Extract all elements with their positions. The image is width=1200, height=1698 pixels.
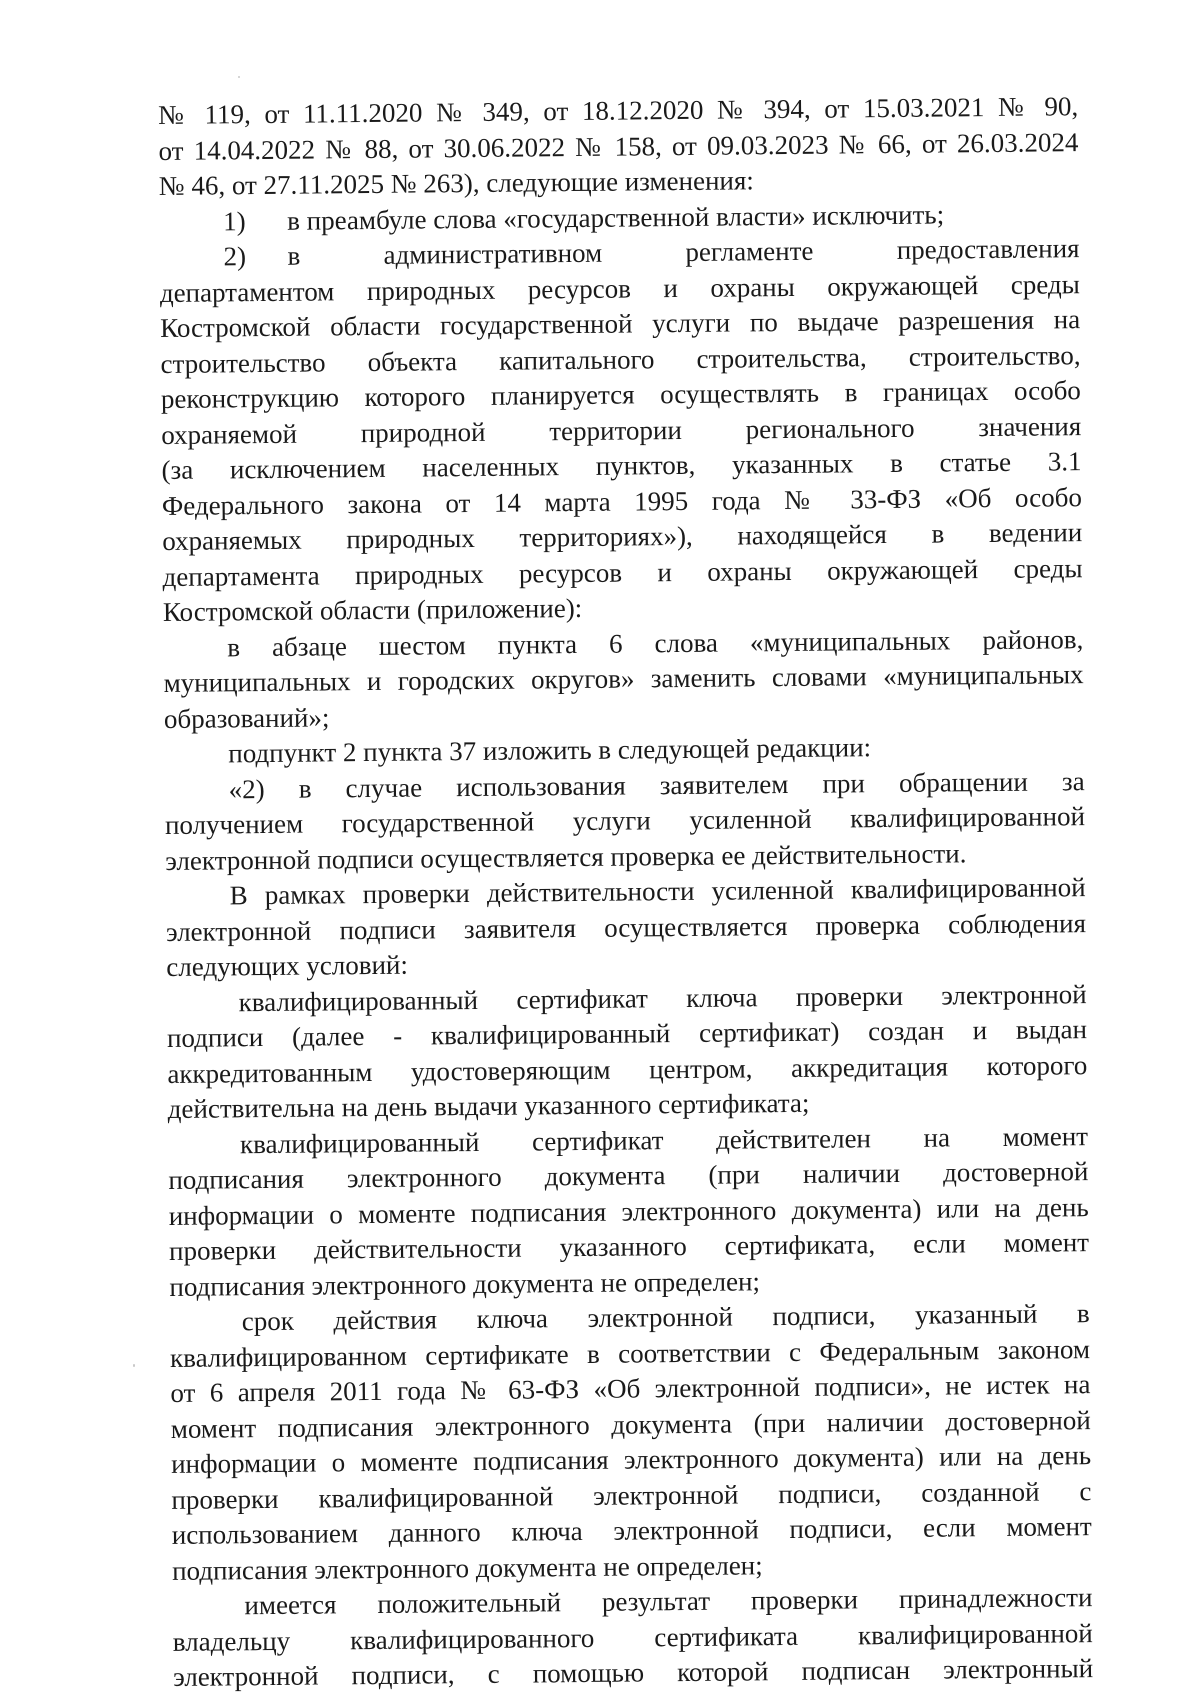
scan-speck [238, 76, 240, 78]
text-line: информации о моменте подписания электронного документа) или на день [170, 1440, 1092, 1479]
text-line: Федерального закона от 14 марта 1995 года № 33-ФЗ «Об особо [161, 481, 1083, 521]
text-line: момент подписания электронного документа (при наличии достоверной [170, 1404, 1091, 1444]
text-line: Костромской области (приложение): [162, 592, 583, 627]
text-line: имеется положительный результат проверки принадлежности [244, 1582, 1093, 1621]
text-line: № 46, от 27.11.2025 № 263), следующие изменения: [158, 165, 754, 201]
text-line: подписания электронного документа не определен; [169, 1265, 761, 1302]
list-number: 2) [223, 241, 247, 272]
text-line: муниципальных и городских округов» заменить словами «муниципальных [163, 659, 1084, 698]
document-body [158, 89, 1093, 1695]
text-line: от 14.04.2022 № 88, от 30.06.2022 № 158, от 09.03.2023 № 66, от 26.03.2024 [158, 126, 1079, 166]
text-line: Костромской области государственной услуги по выдаче разрешения на [160, 304, 1081, 343]
text-line: охраняемых природных территориях»), находящейся в ведении [162, 517, 1083, 556]
text-line: владельцу квалифицированного сертификата квалифицированной [172, 1617, 1093, 1657]
text-line: подписи (далее - квалифицированный сертификат) создан и выдан [166, 1014, 1088, 1053]
text-line: срок действия ключа электронной подписи, указанный в [241, 1298, 1090, 1337]
text-line: (за исключением населенных пунктов, указанных в статье 3.1 [161, 446, 1082, 485]
text-line: в абзаце шестом пункта 6 слова «муниципальных районов, [227, 623, 1084, 662]
text-line: департаментом природных ресурсов и охраны окружающей среды [159, 268, 1080, 308]
text-line: охраняемой природной территории регионального значения [161, 410, 1082, 450]
text-line: аккредитованным удостоверяющим центром, аккредитация которого [167, 1049, 1088, 1089]
text-line: квалифицированный сертификат действителен на момент [239, 1120, 1089, 1159]
text-line: квалифицированный сертификат ключа проверки электронной [238, 978, 1087, 1017]
list-number: 1) [223, 205, 246, 236]
text-line: проверки действительности указанного сертификата, если момент [168, 1227, 1090, 1266]
text-line: проверки квалифицированной электронной подписи, созданной с [171, 1475, 1092, 1515]
text-line: образований»; [163, 701, 330, 734]
text-line: электронной подписи, с помощью которой подписан электронный [173, 1653, 1094, 1692]
scan-speck [133, 1364, 135, 1367]
text-line: информации о моменте подписания электронного документа) или на день [168, 1191, 1089, 1231]
list-item-text: в преамбуле слова «государственной власти» исключить; [287, 198, 945, 236]
text-line: № 119, от 11.11.2020 № 349, от 18.12.2020 № 394, от 15.03.2021 № 90, [158, 91, 1079, 130]
text-line: строительство объекта капитального строительства, строительство, [160, 339, 1081, 379]
text-line: следующих условий: [166, 949, 409, 982]
text-line: электронной подписи осуществляется проверка ее действительности. [165, 837, 967, 876]
text-line: подписания электронного документа (при наличии достоверной [168, 1156, 1089, 1195]
list-item-text: в административном регламенте предоставления [287, 233, 1080, 271]
text-line: подпункт 2 пункта 37 изложить в следующей редакции: [228, 732, 872, 769]
text-line: В рамках проверки действительности усиленной квалифицированной [229, 872, 1086, 911]
text-line: квалифицированном сертификате в соответствии с Федеральным законом [169, 1333, 1091, 1373]
text-line: действительна на день выдачи указанного сертификата; [167, 1087, 810, 1124]
text-line: «2) в случае использования заявителем при обращении за [228, 765, 1085, 804]
text-line: получением государственной услуги усиленной квалифицированной [164, 801, 1086, 840]
text-line: использованием данного ключа электронной подписи, если момент [171, 1511, 1092, 1550]
text-line: департамента природных ресурсов и охраны окружающей среды [162, 552, 1083, 592]
text-line: реконструкцию которого планируется осуществлять в границах особо [160, 375, 1081, 414]
text-line: от 6 апреля 2011 года № 63-ФЗ «Об электронной подписи», не истек на [170, 1369, 1091, 1408]
text-line: электронной подписи заявителя осуществляется проверка соблюдения [165, 907, 1087, 947]
text-line: подписания электронного документа не определен; [171, 1549, 763, 1586]
